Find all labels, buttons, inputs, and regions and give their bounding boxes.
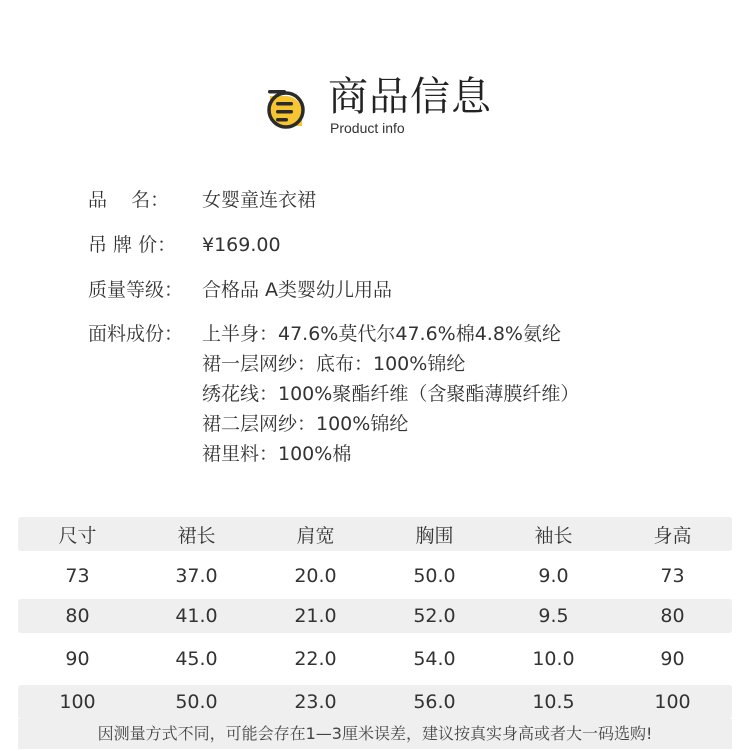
column-header: 裙长	[177, 524, 216, 547]
table-cell: 37.0	[175, 565, 218, 587]
table-cell: 100	[59, 691, 96, 713]
column-header: 胸围	[415, 524, 454, 547]
column-header: 袖长	[534, 524, 573, 547]
info-value: 女婴童连衣裙	[202, 189, 317, 211]
table-cell: 20.0	[294, 565, 337, 587]
table-row	[18, 599, 732, 633]
table-cell: 10.0	[532, 648, 575, 670]
info-row-composition	[88, 319, 579, 469]
info-row-price	[88, 230, 281, 260]
table-cell: 73	[65, 565, 90, 587]
info-value: 合格品 A类婴幼儿用品	[202, 279, 393, 301]
table-cell: 9.5	[538, 605, 569, 627]
table-row	[18, 685, 732, 719]
composition-line: 裙二层网纱：100%锦纶	[202, 413, 409, 435]
info-label: 吊 牌 价：	[88, 234, 177, 256]
composition-line: 裙里料：100%棉	[202, 443, 352, 465]
table-row	[18, 559, 732, 593]
table-cell: 90	[660, 648, 685, 670]
table-cell: 50.0	[175, 691, 218, 713]
table-cell: 100	[654, 691, 691, 713]
table-cell: 54.0	[413, 648, 456, 670]
table-header-row	[18, 517, 732, 551]
table-cell: 50.0	[413, 565, 456, 587]
info-row-name	[88, 185, 316, 215]
info-label: 品 名：	[88, 189, 170, 211]
table-cell: 90	[65, 648, 90, 670]
info-label: 质量等级：	[88, 279, 184, 301]
table-cell: 80	[65, 605, 90, 627]
info-value: ¥169.00	[202, 234, 281, 256]
section-header	[0, 0, 750, 150]
table-cell: 41.0	[175, 605, 218, 627]
table-cell: 21.0	[294, 605, 337, 627]
table-cell: 10.5	[532, 691, 575, 713]
table-cell: 22.0	[294, 648, 337, 670]
column-header: 身高	[653, 524, 692, 547]
table-cell: 80	[660, 605, 685, 627]
composition-line: 上半身：47.6%莫代尔47.6%棉4.8%氨纶	[202, 323, 561, 345]
table-cell: 52.0	[413, 605, 456, 627]
table-cell: 56.0	[413, 691, 456, 713]
table-row	[18, 642, 732, 676]
info-row-grade	[88, 275, 392, 305]
page-title: 商品信息	[328, 74, 492, 120]
page-subtitle: Product info	[330, 120, 405, 136]
composition-line: 裙一层网纱：底布：100%锦纶	[202, 353, 466, 375]
composition-list	[202, 319, 579, 469]
table-cell: 45.0	[175, 648, 218, 670]
info-label: 面料成份：	[88, 323, 184, 345]
table-cell: 9.0	[538, 565, 569, 587]
table-cell: 73	[660, 565, 685, 587]
composition-line: 绣花线：100%聚酯纤维（含聚酯薄膜纤维）	[202, 383, 580, 405]
column-header: 尺寸	[58, 524, 97, 547]
column-header: 肩宽	[296, 524, 335, 547]
list-icon	[264, 82, 314, 132]
table-cell: 23.0	[294, 691, 337, 713]
measurement-note: 因测量方式不同，可能会存在1—3厘米误差，建议按真实身高或者大一码选购!	[18, 719, 732, 749]
